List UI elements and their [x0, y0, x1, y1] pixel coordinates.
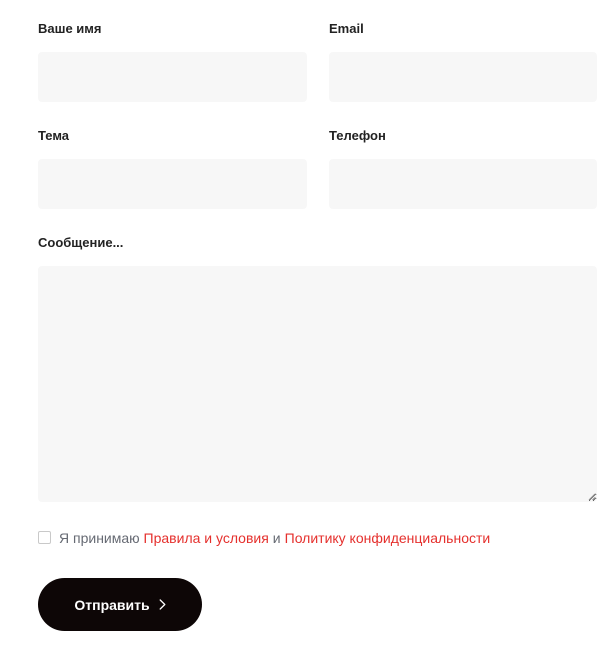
email-input[interactable]	[329, 52, 597, 102]
name-label: Ваше имя	[38, 21, 102, 36]
name-input[interactable]	[38, 52, 307, 102]
phone-input[interactable]	[329, 159, 597, 209]
message-textarea[interactable]	[38, 266, 597, 502]
consent-conjunction: и	[272, 530, 281, 546]
consent-checkbox[interactable]	[38, 531, 51, 544]
message-label: Сообщение...	[38, 235, 124, 250]
chevron-right-icon	[159, 599, 166, 610]
subject-input[interactable]	[38, 159, 307, 209]
consent-prefix: Я принимаю	[59, 530, 140, 546]
subject-label: Тема	[38, 128, 70, 143]
terms-link[interactable]: Правила и условия	[143, 530, 269, 546]
privacy-policy-link[interactable]: Политику конфиденциальности	[284, 530, 491, 546]
email-label: Email	[329, 21, 364, 36]
submit-button[interactable]	[38, 578, 202, 631]
phone-label: Телефон	[329, 128, 386, 143]
submit-button-label: Отправить	[74, 596, 150, 613]
consent-row	[38, 528, 490, 548]
